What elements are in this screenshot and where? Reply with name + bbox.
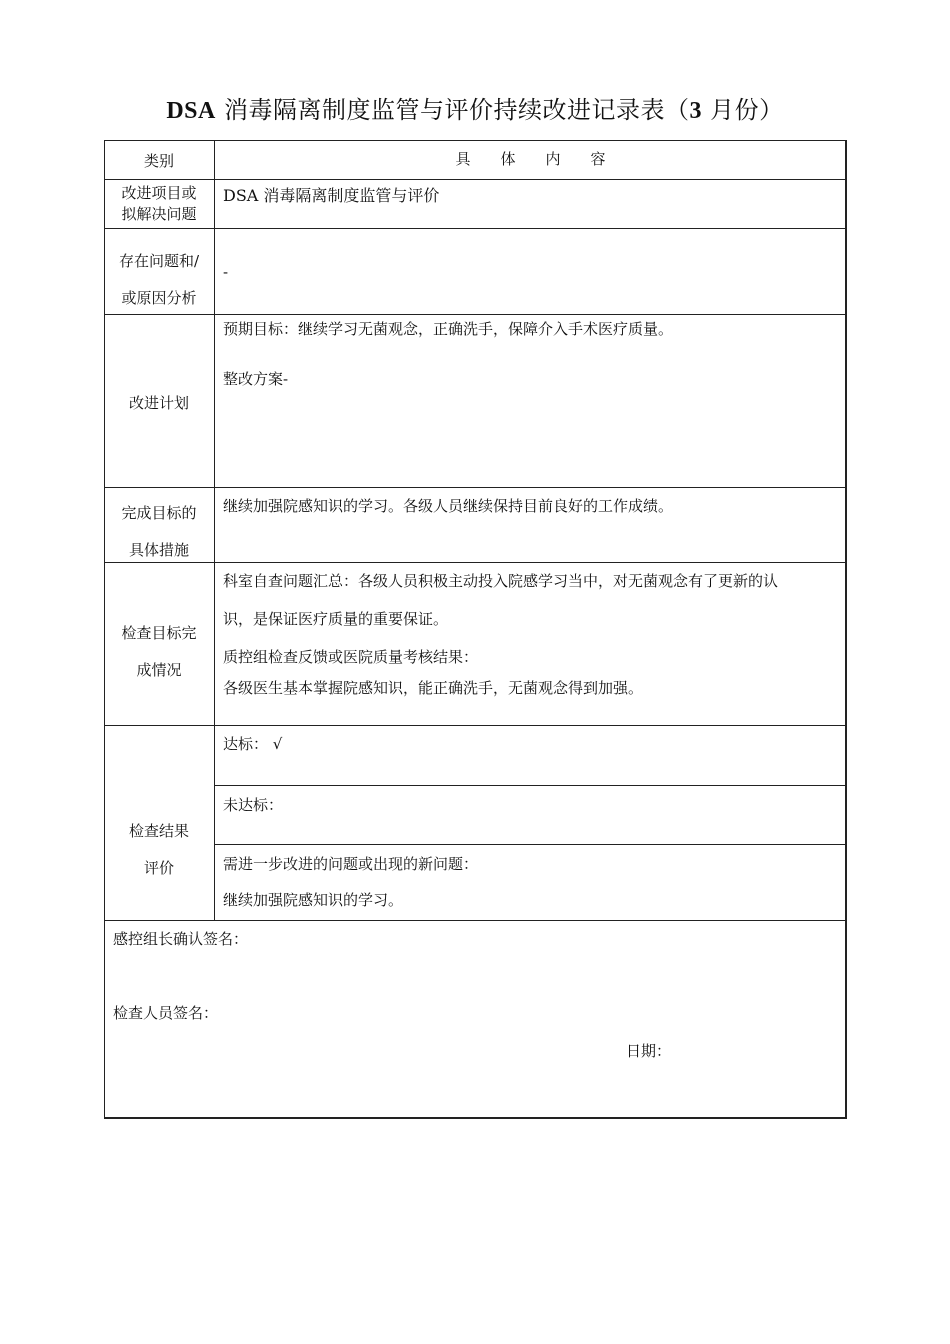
label-plan: 改进计划 — [128, 394, 189, 412]
row-divider — [214, 844, 847, 845]
date-label: 日期： — [626, 1042, 672, 1060]
record-table — [104, 140, 847, 1119]
value-problem: - — [223, 263, 229, 281]
result-pass: 达标： √ — [223, 735, 283, 753]
plan-goal: 预期目标：继续学习无菌观念，正确洗手，保障介入手术医疗质量。 — [223, 320, 674, 338]
result-next-value: 继续加强院感知识的学习。 — [223, 891, 404, 909]
row-divider — [104, 179, 847, 180]
check-qc-value: 各级医生基本掌握院感知识，能正确洗手，无菌观念得到加强。 — [223, 679, 644, 697]
value-project: DSA 消毒隔离制度监管与评价 — [223, 186, 440, 205]
result-next-title: 需进一步改进的问题或出现的新问题： — [223, 855, 479, 873]
row-divider — [214, 785, 847, 786]
header-category: 类别 — [143, 152, 174, 170]
check-qc-title: 质控组检查反馈或医院质量考核结果： — [223, 648, 479, 666]
document-title: DSA 消毒隔离制度监管与评价持续改进记录表（3 月份） — [166, 96, 784, 124]
row-divider — [104, 920, 847, 921]
row-divider — [104, 562, 847, 563]
plan-scheme: 整改方案- — [223, 370, 289, 388]
row-divider — [104, 314, 847, 315]
result-fail: 未达标： — [223, 796, 284, 814]
check-self-line1: 科室自查问题汇总：各级人员积极主动投入院感学习当中，对无菌观念有了更新的认 — [223, 572, 779, 590]
label-project: 改进项目或 拟解决问题 — [121, 184, 197, 223]
row-divider — [104, 725, 847, 726]
header-content: 具 体 内 容 — [455, 150, 606, 168]
inspector-signature-label: 检查人员签名： — [113, 1004, 219, 1022]
row-divider — [104, 228, 847, 229]
value-measures: 继续加强院感知识的学习。各级人员继续保持目前良好的工作成绩。 — [223, 497, 674, 515]
row-divider — [104, 487, 847, 488]
label-measures: 完成目标的 具体措施 — [121, 504, 197, 559]
leader-signature-label: 感控组长确认签名： — [113, 930, 249, 948]
check-self-line2: 识，是保证医疗质量的重要保证。 — [223, 610, 449, 628]
label-problem: 存在问题和/ 或原因分析 — [118, 252, 200, 307]
column-divider — [214, 140, 215, 920]
label-check: 检查目标完 成情况 — [121, 624, 197, 679]
label-result: 检查结果 评价 — [128, 822, 189, 877]
